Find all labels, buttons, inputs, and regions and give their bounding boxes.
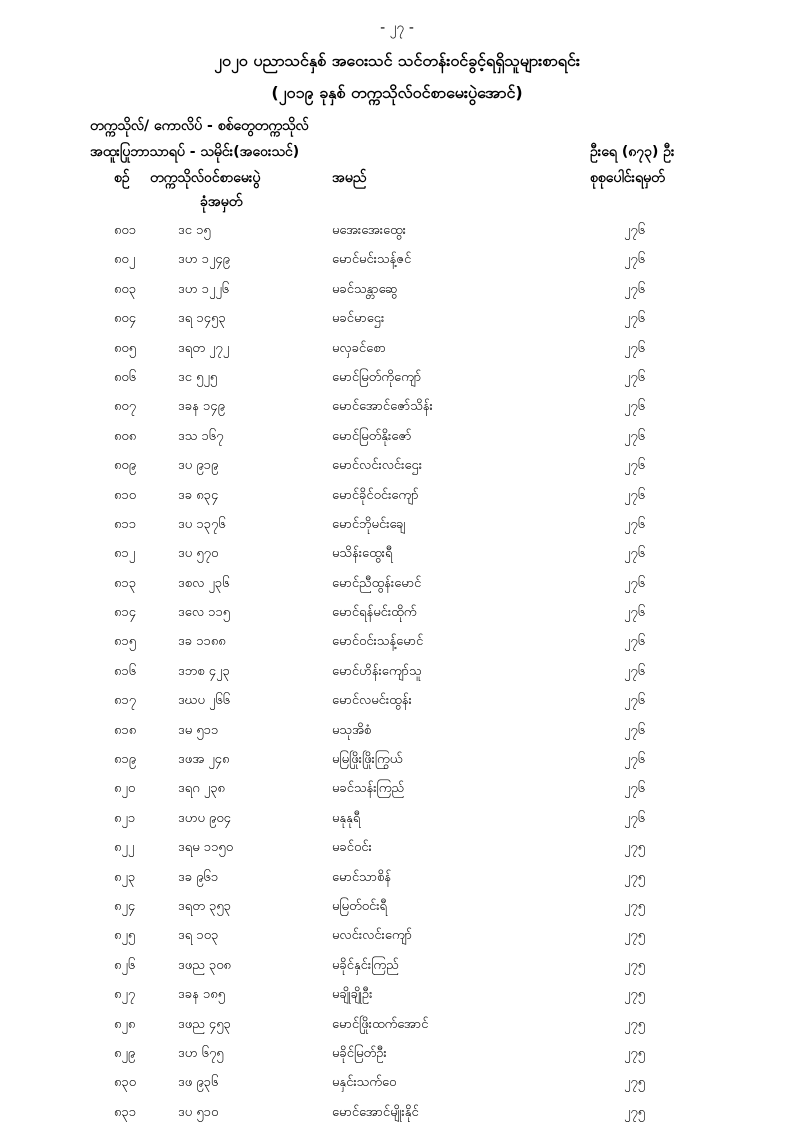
row-score: ၂၇၅	[624, 840, 646, 856]
row-score: ၂၇၆	[624, 663, 646, 679]
document-subtitle: (၂၀၁၉ ခုနှစ် တက္ကသိုလ်ဝင်စာမေးပွဲအောင်)	[271, 83, 523, 102]
table-row	[0, 1045, 794, 1074]
row-no: ၈၁၈	[114, 722, 137, 738]
row-score: ၂၇၆	[624, 575, 646, 591]
row-no: ၈၀၁	[114, 223, 137, 238]
table-row	[0, 751, 794, 780]
row-no: ၈၂၂	[114, 840, 135, 856]
row-exam-no: ဒရမ ၁၁၅၀	[178, 840, 234, 856]
total-count: ဦးရေ (၈၇၃) ဦး	[590, 144, 675, 160]
row-exam-no: ဒပ ၅၇၀	[178, 546, 219, 562]
row-score: ၂၇၆	[624, 605, 646, 621]
row-exam-no: ဒရဂ ၂၃၈	[178, 781, 225, 797]
table-row	[0, 428, 794, 457]
header-name: အမည်	[332, 170, 367, 186]
table-row	[0, 839, 794, 868]
row-no: ၈၁၉	[114, 752, 137, 768]
row-no: ၈၀၂	[114, 252, 136, 268]
row-no: ၈၁၁	[114, 516, 137, 532]
row-exam-no: ဒဟ ၁၂၂၆	[178, 281, 230, 297]
row-exam-no: ဒရတ ၂၇၂	[178, 340, 230, 356]
row-name: မခိုင်နှင်းကြည်	[332, 957, 399, 973]
row-no: ၈၀၈	[114, 428, 137, 444]
row-no: ၈၁၄	[114, 605, 137, 621]
row-exam-no: ဒခ ၈၃၄	[178, 487, 219, 503]
header-no: စဉ်	[114, 170, 130, 186]
table-row	[0, 310, 794, 339]
row-name: မောင်ဝင်းသန့်မောင်	[332, 634, 424, 650]
row-exam-no: ဒရ ၁၄၅၃	[178, 311, 226, 327]
table-row	[0, 457, 794, 486]
row-score: ၂၇၆	[624, 311, 646, 327]
table-row	[0, 898, 794, 927]
row-exam-no: ဒဖအ ၂၄၈	[178, 752, 230, 768]
row-name: မောင်သာစိန်	[332, 869, 391, 885]
table-row	[0, 810, 794, 839]
row-exam-no: ဒဖည ၃၀၈	[178, 957, 231, 973]
row-no: ၈၂၄	[114, 898, 136, 914]
table-row	[0, 957, 794, 986]
row-name: မမြဖြိုးဖြိုးကြွယ်	[332, 752, 403, 768]
row-name: မခင်ဝင်း	[332, 840, 372, 856]
row-no: ၈၀၄	[114, 311, 137, 327]
row-exam-no: ဒစလ ၂၃၆	[178, 575, 230, 591]
table-row	[0, 722, 794, 751]
row-score: ၂၇၆	[624, 752, 646, 768]
row-score: ၂၇၆	[624, 546, 646, 562]
row-score: ၂၇၆	[624, 722, 646, 738]
row-score: ၂၇၆	[624, 810, 646, 826]
table-row	[0, 340, 794, 369]
table-row	[0, 633, 794, 662]
row-score: ၂၇၆	[624, 516, 646, 532]
row-name: မောင်မင်းသန့်ဇင်	[332, 252, 412, 268]
row-no: ၈၀၆	[114, 369, 137, 385]
row-no: ၈၂၇	[114, 987, 136, 1003]
row-score: ၂၇၆	[624, 781, 646, 797]
table-row	[0, 516, 794, 545]
row-no: ၈၀၃	[114, 281, 137, 297]
page-number: - ၂၇ -	[380, 20, 414, 36]
row-name: မလှခင်စော	[332, 340, 386, 356]
row-no: ၈၃၁	[114, 1104, 137, 1120]
row-no: ၈၀၅	[114, 340, 137, 356]
row-score: ၂၇၆	[624, 223, 646, 238]
row-exam-no: ဒပ ၁၃၇၆	[178, 516, 226, 532]
row-no: ၈၁၀	[114, 487, 137, 503]
row-name: မနုနုရီ	[332, 810, 361, 826]
row-name: မခိုင်မြတ်ဦး	[332, 1045, 387, 1061]
row-exam-no: ဒင ၅၂၅	[178, 369, 218, 385]
row-no: ၈၂၅	[114, 928, 136, 944]
row-name: မောင်လမင်းထွန်း	[332, 693, 412, 709]
row-exam-no: ဒဟပ ၉၀၄	[178, 810, 231, 826]
row-exam-no: ဒဖည ၄၅၃	[178, 1016, 231, 1032]
table-row	[0, 398, 794, 427]
table-row	[0, 487, 794, 516]
row-score: ၂၇၅	[624, 928, 646, 944]
row-name: မလင်းလင်းကျော်	[332, 928, 413, 944]
header-score: စုစုပေါင်းရမှတ်	[590, 170, 665, 186]
row-no: ၈၀၉	[114, 458, 137, 474]
row-name: မအေးအေးထွေး	[332, 223, 406, 238]
row-score: ၂၇၅	[624, 898, 646, 914]
table-row	[0, 545, 794, 574]
row-score: ၂၇၆	[624, 369, 646, 385]
row-no: ၈၂၆	[114, 957, 136, 973]
row-score: ၂၇၆	[624, 458, 646, 474]
row-score: ၂၇၅	[624, 957, 646, 973]
row-exam-no: ဒဘစ ၄၂၃	[178, 663, 230, 679]
row-exam-no: ဒခ ၉၆၁	[178, 869, 219, 885]
row-exam-no: ဒလေ ၁၁၅	[178, 605, 231, 621]
row-name: မောင်လင်းလင်းဌေး	[332, 458, 423, 474]
row-name: မောင်အောင်ဇော်သိန်း	[332, 399, 433, 415]
row-score: ၂၇၆	[624, 399, 646, 415]
row-score: ၂၇၅	[624, 1104, 646, 1120]
row-exam-no: ဒပ ၉၁၉	[178, 458, 219, 474]
row-score: ၂၇၅	[624, 1075, 646, 1091]
table-row	[0, 692, 794, 721]
row-name: မောင်ဖြိုးထက်အောင်	[332, 1016, 429, 1032]
row-score: ၂၇၆	[624, 428, 646, 444]
table-row	[0, 281, 794, 310]
table-row	[0, 869, 794, 898]
row-name: မသုအိစံ	[332, 722, 372, 738]
row-no: ၈၂၈	[114, 1016, 136, 1032]
row-score: ၂၇၆	[624, 634, 646, 650]
row-name: မောင်မြတ်နိုးဇော်	[332, 428, 412, 444]
table-row	[0, 927, 794, 956]
row-no: ၈၂၃	[114, 869, 136, 885]
row-exam-no: ဒမ ၅၁၁	[178, 722, 219, 738]
student-list	[0, 222, 794, 1133]
table-row	[0, 369, 794, 398]
row-name: မနှင်းသက်ဝေ	[332, 1075, 397, 1091]
header-exam-no: တက္ကသိုလ်ဝင်စာမေးပွဲ	[150, 170, 261, 186]
row-name: မချိုချိုဦး	[332, 987, 373, 1003]
row-score: ၂၇၅	[624, 987, 646, 1003]
header-exam-no-2: ခုံအမှတ်	[200, 194, 243, 210]
row-score: ၂၇၅	[624, 1016, 646, 1032]
table-row	[0, 222, 794, 251]
row-no: ၈၂၉	[114, 1045, 136, 1061]
row-exam-no: ဒခ ၁၁၈၈	[178, 634, 226, 650]
row-score: ၂၇၆	[624, 281, 646, 297]
university-line: တက္ကသိုလ်/ ကောလိပ် - စစ်တွေတက္ကသိုလ်	[90, 118, 309, 134]
row-exam-no: ဒပ ၅၁၀	[178, 1104, 219, 1120]
row-score: ၂၇၆	[624, 487, 646, 503]
table-row	[0, 1074, 794, 1103]
row-exam-no: ဒသ ၁၆၇	[178, 428, 224, 444]
row-exam-no: ဒခန ၁၄၉	[178, 399, 225, 415]
row-name: မောင်ဟိန်းကျော်သူ	[332, 663, 422, 679]
row-no: ၈၀၇	[114, 399, 137, 415]
table-row	[0, 663, 794, 692]
row-exam-no: ဒခန ၁၈၅	[178, 987, 226, 1003]
major-line: အထူးပြုဘာသာရပ် - သမိုင်း(အဝေးသင်)	[90, 144, 300, 160]
row-score: ၂၇၅	[624, 1045, 646, 1061]
row-name: မောင်ညီထွန်းမောင်	[332, 575, 422, 591]
table-row	[0, 780, 794, 809]
row-exam-no: ဒဟ ၆၇၅	[178, 1045, 224, 1061]
row-no: ၈၁၂	[114, 546, 136, 562]
row-name: မောင်ဘိုမင်းချေ	[332, 516, 406, 532]
row-no: ၈၂၁	[114, 810, 136, 826]
row-name: မောင်ခိုင်ဝင်းကျော်	[332, 487, 419, 503]
table-row	[0, 1016, 794, 1045]
row-no: ၈၁၇	[114, 693, 137, 709]
row-exam-no: ဒဖ ၉၃၆	[178, 1075, 219, 1091]
document-title: ၂၀၂၀ ပညာသင်နှစ် အဝေးသင် သင်တန်းဝင်ခွင့်ရရှိသူများစာရင်း	[214, 51, 580, 70]
row-score: ၂၇၆	[624, 252, 646, 268]
row-name: မောင်အောင်မျိုးနိုင်	[332, 1104, 419, 1120]
row-name: မောင်ရန်မင်းထိုက်	[332, 605, 417, 621]
row-no: ၈၁၅	[114, 634, 137, 650]
row-exam-no: ဒဃပ ၂၆၆	[178, 693, 231, 709]
row-name: မမြတ်ဝင်းရီ	[332, 898, 387, 914]
row-score: ၂၇၆	[624, 340, 646, 356]
row-score: ၂၇၅	[624, 869, 646, 885]
row-name: မခင်သန္တာဆွေ	[332, 281, 398, 297]
row-no: ၈၁၆	[114, 663, 137, 679]
table-row	[0, 1104, 794, 1133]
row-name: မခင်မာဌေး	[332, 311, 385, 327]
row-score: ၂၇၆	[624, 693, 646, 709]
table-row	[0, 604, 794, 633]
row-name: မောင်မြတ်ကိုကျော်	[332, 369, 422, 385]
row-exam-no: ဒင ၁၅	[178, 223, 211, 238]
table-row	[0, 575, 794, 604]
row-name: မသိန်းထွေးရီ	[332, 546, 393, 562]
row-exam-no: ဒရတ ၃၅၃	[178, 898, 231, 914]
row-no: ၈၃၀	[114, 1075, 137, 1091]
row-no: ၈၂၀	[114, 781, 136, 797]
table-row	[0, 986, 794, 1015]
row-name: မခင်သန်းကြည်	[332, 781, 405, 797]
table-row	[0, 251, 794, 280]
row-exam-no: ဒရ ၁၀၃	[178, 928, 219, 944]
row-no: ၈၁၃	[114, 575, 137, 591]
row-exam-no: ဒဟ ၁၂၄၉	[178, 252, 230, 268]
